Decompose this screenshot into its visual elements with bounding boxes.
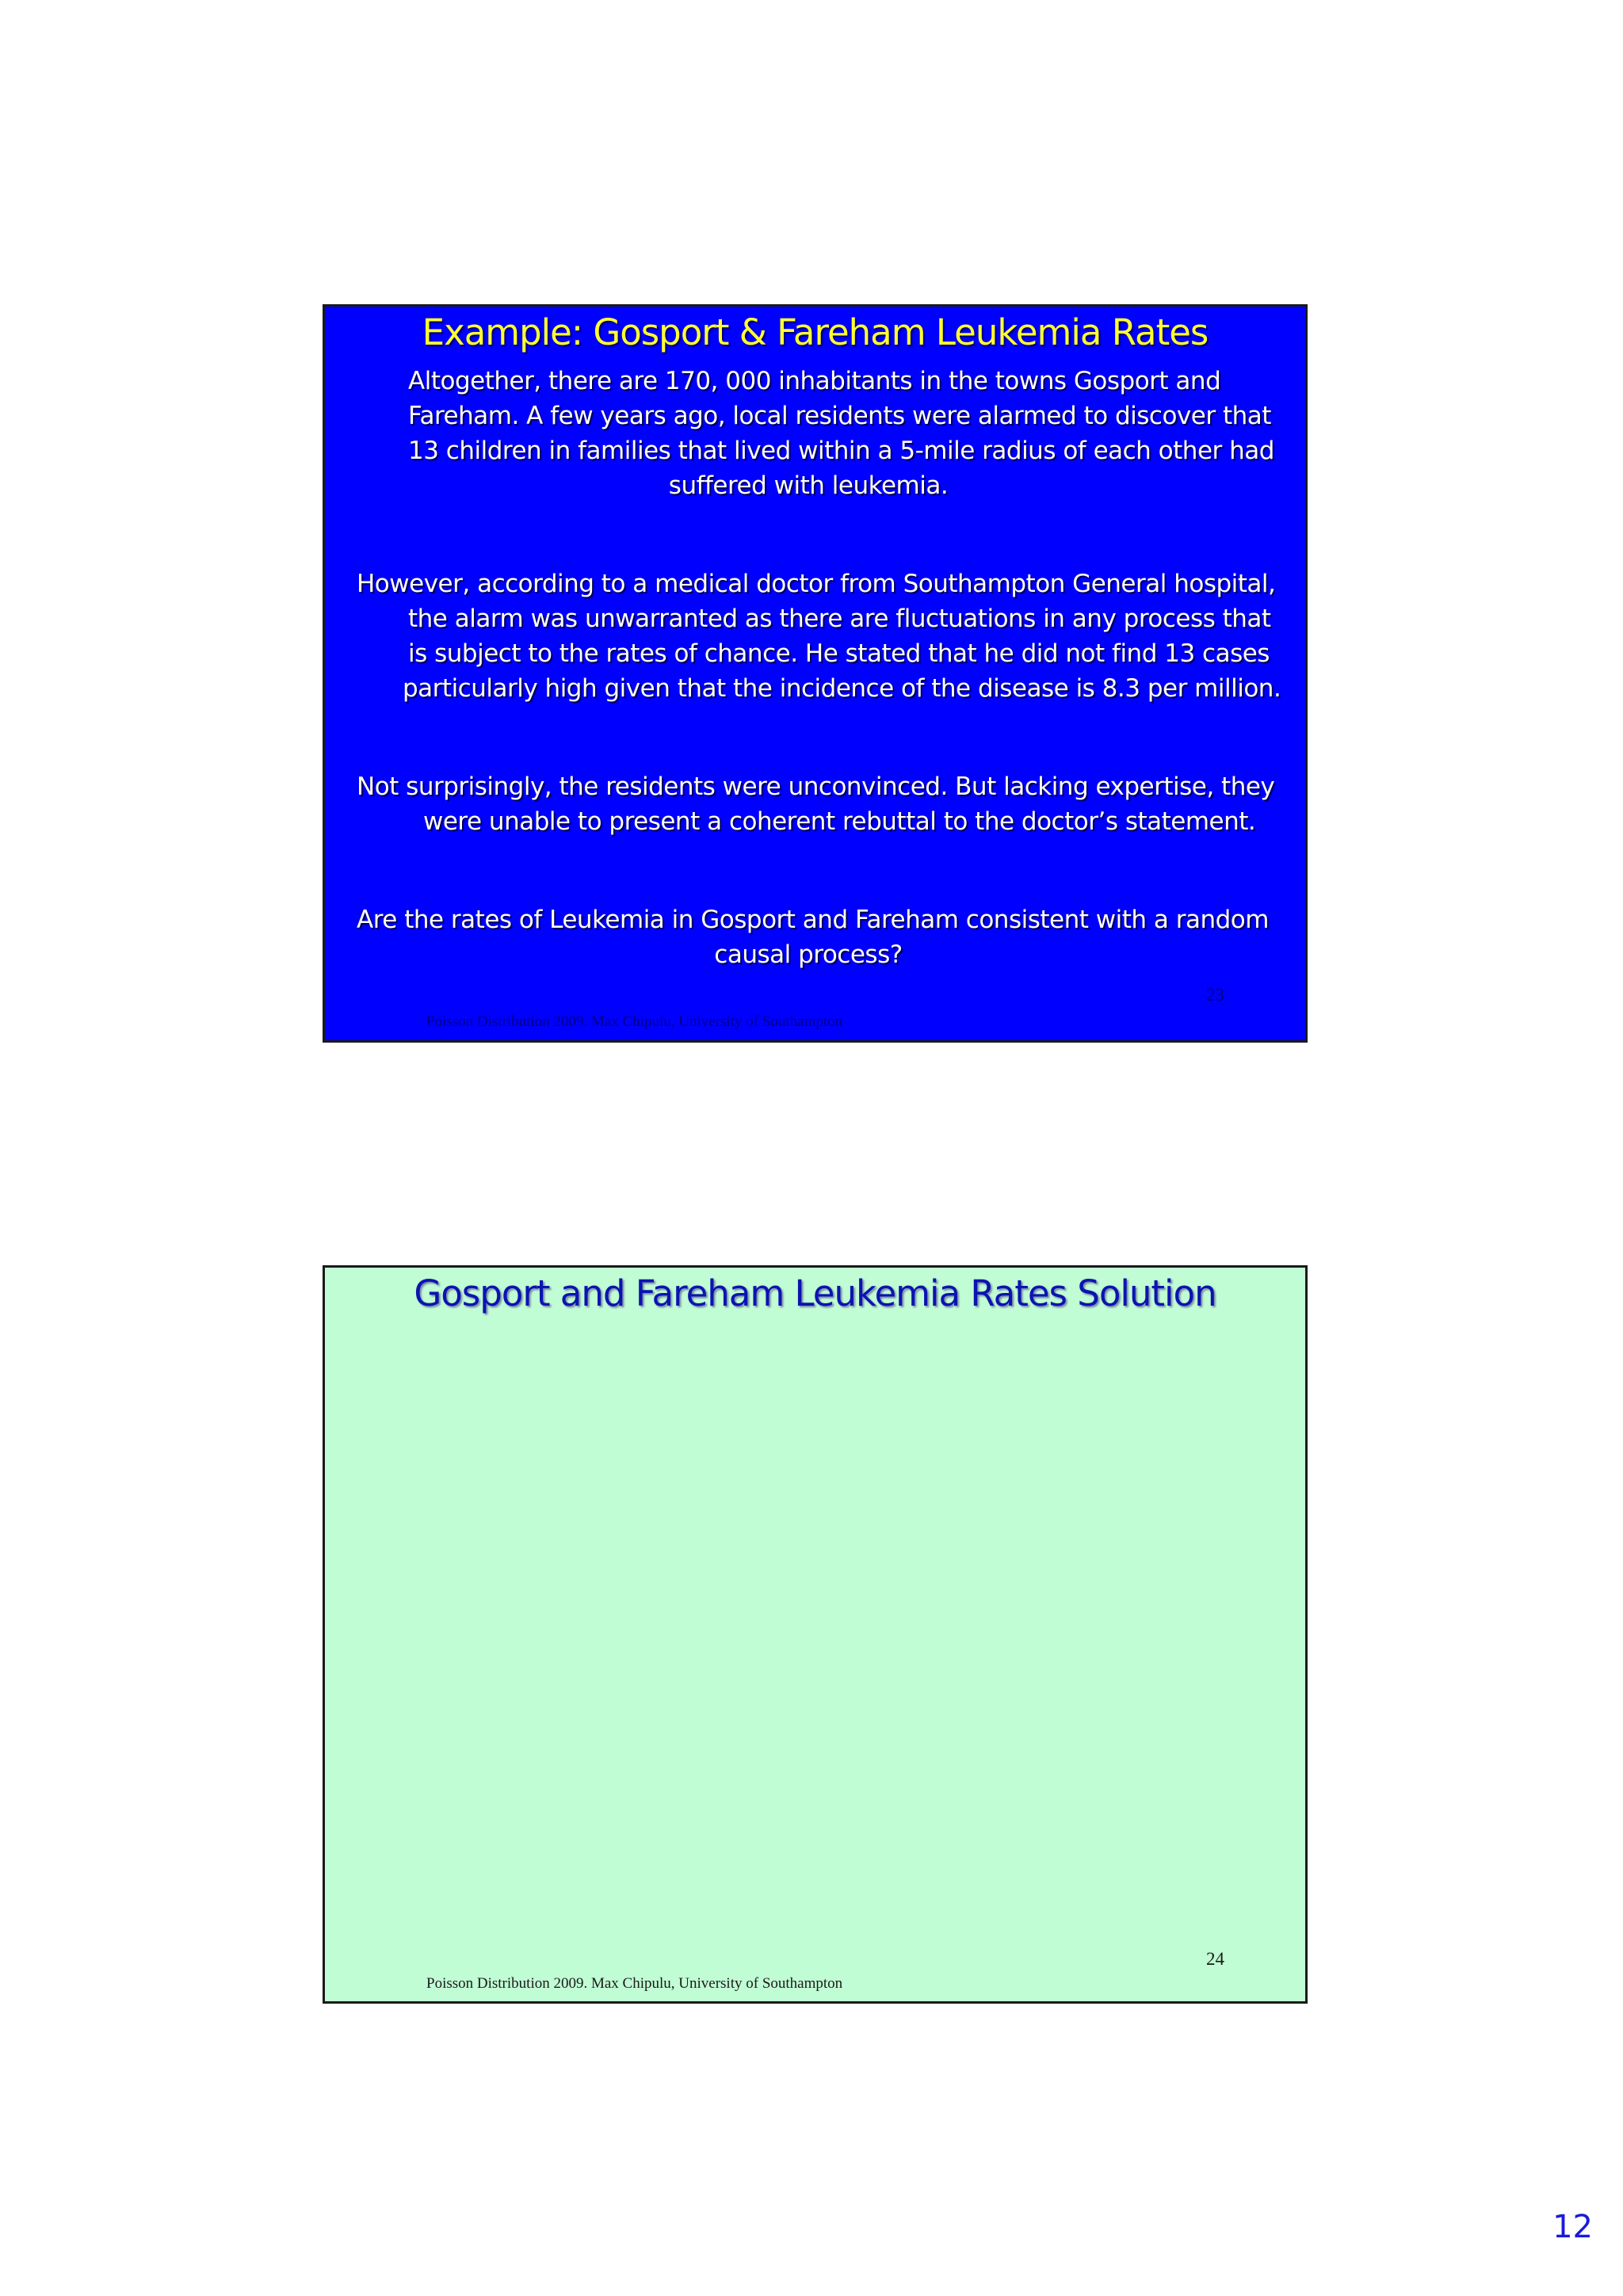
- slide-footer: Poisson Distribution 2009. Max Chipulu, University of Southampton: [426, 1975, 843, 1992]
- paragraph-residents: [357, 769, 1275, 839]
- paragraph-line: were unable to present a coherent rebuttal to the doctor’s statement.: [423, 807, 1256, 836]
- slide-number: 24: [1206, 1949, 1224, 1969]
- slide-23: [323, 304, 1308, 1043]
- slide-footer: Poisson Distribution 2009. Max Chipulu, University of Southampton: [426, 1013, 843, 1030]
- paragraph-line: the alarm was unwarranted as there are fluctuations in any process that: [408, 605, 1271, 633]
- page-number: 12: [1552, 2209, 1593, 2245]
- paragraph-line: particularly high given that the incidence of the disease is 8.3 per million.: [403, 674, 1281, 703]
- paragraph-line: is subject to the rates of chance. He stated that he did not find 13 cases: [408, 639, 1270, 668]
- paragraph-line: Not surprisingly, the residents were unconvinced. But lacking expertise, they: [357, 772, 1275, 801]
- paragraph-line: suffered with leukemia.: [668, 471, 949, 500]
- paragraph-line: causal process?: [714, 940, 903, 969]
- slide-number: 23: [1206, 985, 1224, 1005]
- paragraph-line: However, according to a medical doctor from Southampton General hospital,: [357, 570, 1276, 598]
- slide-title: Example: Gosport & Fareham Leukemia Rates: [422, 311, 1209, 353]
- paragraph-line: Fareham. A few years ago, local residents were alarmed to discover that: [408, 402, 1271, 430]
- paragraph-inhabitants: [357, 364, 1274, 503]
- slide-title: Gosport and Fareham Leukemia Rates Solution: [414, 1272, 1216, 1314]
- paragraph-doctor-opinion: [357, 566, 1281, 706]
- slide-24: [323, 1265, 1308, 2004]
- paragraph-line: 13 children in families that lived within a 5-mile radius of each other had: [408, 437, 1274, 465]
- paragraph-line: Altogether, there are 170, 000 inhabitants in the towns Gosport and: [408, 367, 1221, 395]
- paragraph-line: Are the rates of Leukemia in Gosport and Fareham consistent with a random: [357, 906, 1269, 934]
- paragraph-question: [357, 902, 1269, 972]
